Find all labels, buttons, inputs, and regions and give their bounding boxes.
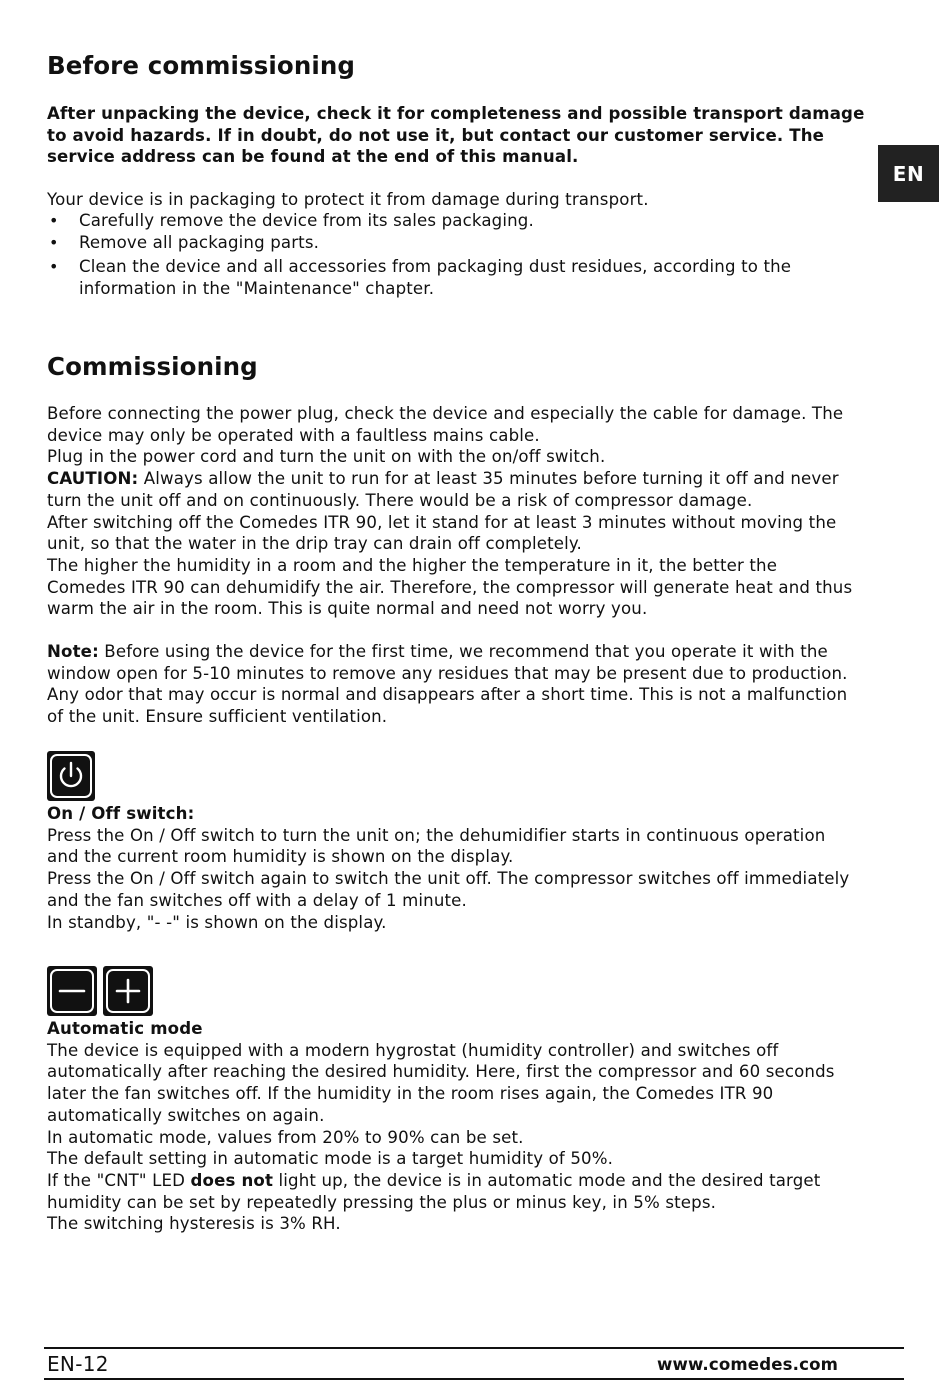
body-line: turn the unit off and on continuously. There would be a risk of compressor damage.	[47, 490, 753, 510]
body-line: warm the air in the room. This is quite normal and need not worry you.	[47, 599, 648, 619]
note-label: Note:	[47, 642, 99, 661]
body-line: Comedes ITR 90 can dehumidify the air. Therefore, the compressor will generate heat and thus	[47, 577, 853, 597]
onoff-title: On / Off switch:	[47, 804, 195, 823]
body-line: Press the On / Off switch again to switch the unit off. The compressor switches off immediately	[47, 869, 850, 889]
unpacking-list	[47, 210, 907, 300]
note-line: Any odor that may occur is normal and disappears after a short time. This is not a malfunction	[47, 685, 848, 705]
list-item-text: Clean the device and all accessories from packaging dust residues, according to the	[79, 257, 792, 277]
list-item	[47, 232, 907, 254]
bullet-icon: •	[49, 211, 59, 230]
body-line: automatically after reaching the desired humidity. Here, first the compressor and 60 seconds	[47, 1062, 835, 1082]
body-line: and the fan switches off with a delay of 1 minute.	[47, 890, 467, 910]
caution-label: CAUTION:	[47, 469, 139, 489]
body-line: The default setting in automatic mode is a target humidity of 50%.	[47, 1149, 614, 1169]
caution-text: Always allow the unit to run for at least 35 minutes before turning it off and never	[138, 469, 839, 489]
note-block	[47, 641, 907, 728]
note-line: window open for 5-10 minutes to remove any residues that may be present due to production.	[47, 663, 848, 683]
packaging-intro: Your device is in packaging to protect it from damage during transport.	[47, 190, 649, 209]
language-tab-label: EN	[892, 161, 925, 186]
led-line	[47, 1170, 907, 1192]
list-item-text: information in the "Maintenance" chapter.	[79, 279, 435, 299]
led-emphasis: does not	[190, 1170, 274, 1190]
section-title-before-commissioning: Before commissioning	[47, 51, 356, 80]
automatic-mode-title: Automatic mode	[47, 1019, 203, 1038]
commissioning-body	[47, 403, 907, 620]
body-line: Before connecting the power plug, check the device and especially the cable for damage. The	[47, 404, 844, 423]
note-line: of the unit. Ensure sufficient ventilation.	[47, 707, 388, 727]
section-title-commissioning: Commissioning	[47, 352, 258, 381]
plus-icon	[103, 966, 153, 1016]
intro-line: service address can be found at the end of this manual.	[47, 147, 579, 167]
bullet-icon: •	[49, 232, 59, 252]
bullet-icon: •	[49, 257, 59, 277]
led-suffix: light up, the device is in automatic mode and the desired target	[273, 1170, 821, 1190]
body-line: automatically switches on again.	[47, 1105, 325, 1125]
automatic-mode-section	[47, 1018, 907, 1235]
body-line: humidity can be set by repeatedly pressing the plus or minus key, in 5% steps.	[47, 1192, 717, 1212]
list-item-text: Remove all packaging parts.	[79, 232, 320, 252]
led-prefix: If the "CNT" LED	[47, 1170, 191, 1190]
footer-url: www.comedes.com	[657, 1355, 839, 1374]
note-text: Before using the device for the first time, we recommend that you operate it with the	[98, 642, 828, 661]
body-line: In standby, "- -" is shown on the display.	[47, 912, 387, 932]
body-line: The device is equipped with a modern hygrostat (humidity controller) and switches off	[47, 1040, 779, 1060]
body-line: later the fan switches off. If the humidity in the room rises again, the Comedes ITR 90	[47, 1084, 774, 1104]
footer-divider	[44, 1347, 904, 1349]
footer-divider	[44, 1378, 904, 1380]
intro-line: After unpacking the device, check it for completeness and possible transport damage	[47, 104, 865, 123]
body-line: unit, so that the water in the drip tray can drain off completely.	[47, 534, 582, 554]
list-item-text: Carefully remove the device from its sales packaging.	[79, 211, 534, 230]
minus-icon	[47, 966, 97, 1016]
list-item	[47, 210, 907, 232]
body-line: and the current room humidity is shown on the display.	[47, 847, 514, 867]
body-line: device may only be operated with a faultless mains cable.	[47, 425, 540, 445]
body-line: Plug in the power cord and turn the unit on with the on/off switch.	[47, 447, 606, 467]
page-number: EN-12	[47, 1352, 109, 1376]
body-line: The higher the humidity in a room and the higher the temperature in it, the better the	[47, 555, 778, 575]
list-item	[47, 256, 907, 299]
onoff-section	[47, 803, 907, 933]
note-line	[47, 641, 907, 663]
body-line: The switching hysteresis is 3% RH.	[47, 1214, 341, 1234]
power-icon	[47, 751, 95, 801]
body-line: After switching off the Comedes ITR 90, let it stand for at least 3 minutes without moving the	[47, 512, 837, 532]
caution-line	[47, 468, 907, 490]
body-line: In automatic mode, values from 20% to 90% can be set.	[47, 1127, 524, 1147]
intro-line: to avoid hazards. If in doubt, do not use it, but contact our customer service. The	[47, 125, 825, 145]
body-line: Press the On / Off switch to turn the unit on; the dehumidifier starts in continuous operation	[47, 825, 826, 845]
intro-warning	[47, 103, 907, 168]
